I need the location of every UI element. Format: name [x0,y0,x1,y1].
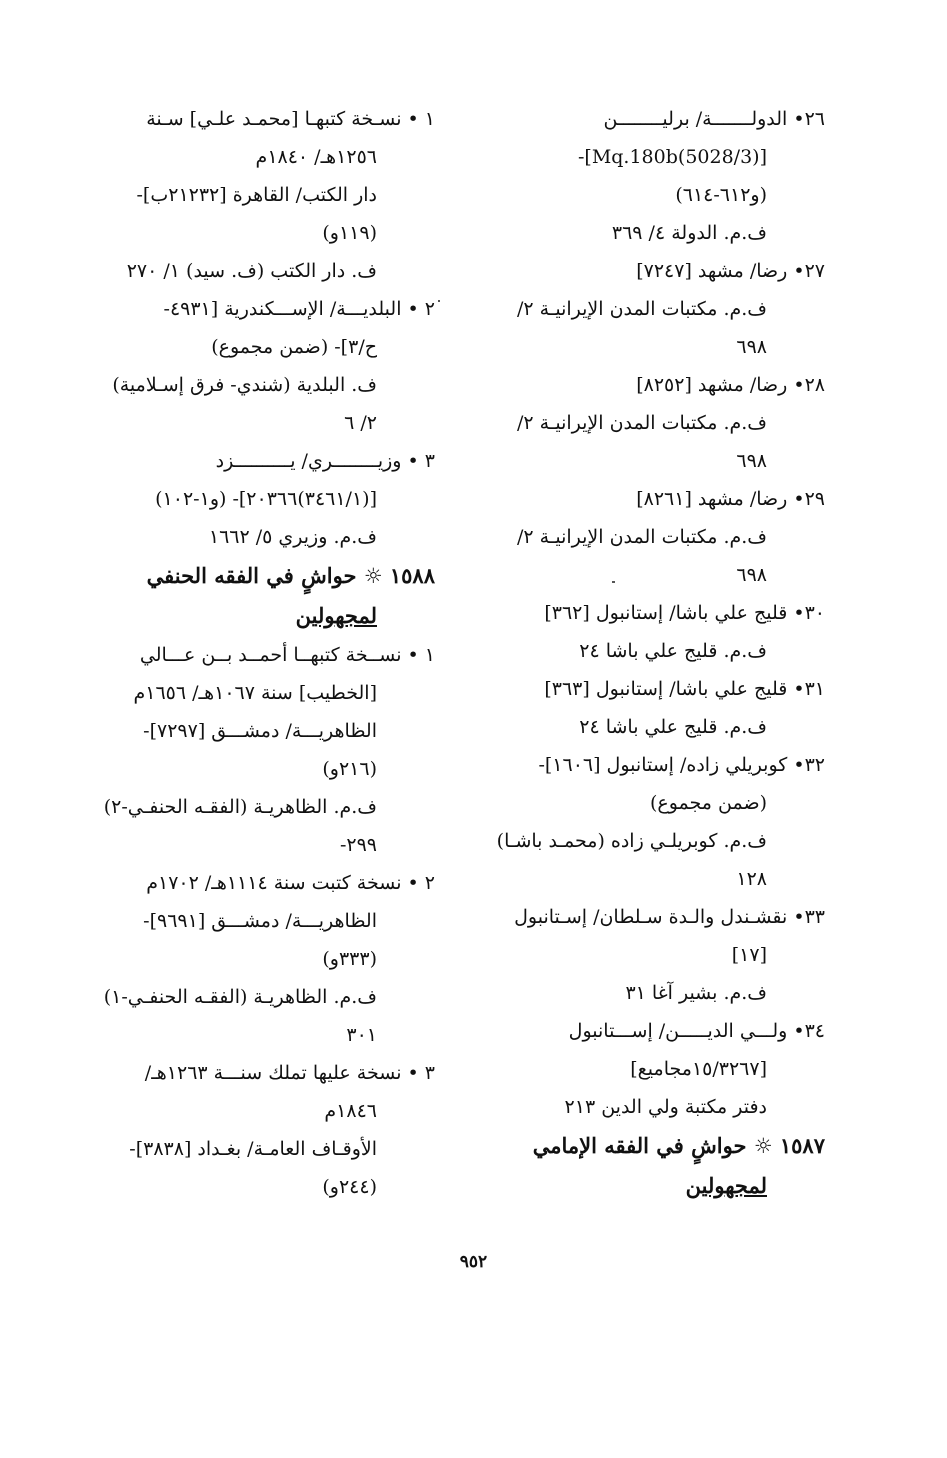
right-cont-line: ٦٩٨ [736,564,767,586]
left-entry-line: ٢ • نسخة كتبت سنة ١١١٤هـ/ ١٧٠٢م [146,872,435,894]
right-entry-line: ٣٣• نقشـندل والـدة سـلطان/ إسـتانبول [514,906,825,928]
left-cont-line: ح/٣]- (ضمن مجموع) [211,336,377,358]
left-cont-line: (٣٣٣و) [322,948,377,970]
left-cont-line: (٢٤٤و) [322,1176,377,1198]
left-cont-line: الأوقـاف العامـة/ بغـداد [٣٨٣٨]- [129,1138,377,1160]
right-cont-line: ف.م. الدولة ٤/ ٣٦٩ [611,222,767,244]
right-column [485,100,825,1206]
left-cont-line: [الخطيب] سنة ١٠٦٧هـ/ ١٦٥٦م [133,682,377,704]
right-cont-line: ٦٩٨ [736,336,767,358]
left-entry-line: ٣ • نسخة عليها تملك سنـــة ١٢٦٣هـ/ [144,1062,435,1084]
right-entry-line: ٣١• قليج علي باشا/ إستانبول [٣٦٣] [544,678,825,700]
page-number: ٩٥٢ [459,1252,488,1272]
left-cont-line: (٢١٦و) [322,758,377,780]
right-entry-line: ٢٦• الدولـــــــة/ برليــــــــن [603,108,825,130]
left-head-cont-line: لمجهولين [295,603,377,628]
right-cont-line: ف.م. قليج علي باشا ٢٤ [579,716,767,738]
right-entry-line: ٢٨• رضا/ مشهد [٨٢٥٢] [636,374,825,396]
right-cont-line: ف.م. مكتبات المدن الإيرانيـة ٢/ [516,526,767,548]
left-cont-line: (١١٩و) [322,222,377,244]
right-cont-line: ف.م. مكتبات المدن الإيرانيـة ٢/ [516,412,767,434]
left-cont-line: ف. البلدية (شندي- فرق إسـلامية) [112,374,377,396]
right-entry-line: ٣٢• كوبريلي زاده/ إستانبول [١٦٠٦]- [538,754,825,776]
right-cont-line: دفتر مكتبة ولي الدين ٢١٣ [564,1096,767,1118]
left-entry-line: ١ • نسـخة كتبهـا [محمـد علـي] سـنة [146,108,435,130]
right-cont-line: ف.م. بشير آغا ٣١ [625,982,767,1004]
right-head-cont-line: لمجهولين [685,1173,767,1198]
right-cont-line: ٦٩٨ [736,450,767,472]
left-cont-line: ١٢٥٦هـ/ ١٨٤٠م [255,146,377,168]
right-cont-line: [(5028/3)Mq.180b]- [577,146,767,168]
left-entry-line: ٣ • وزيــــــــري/ يــــــــــزد [215,450,435,472]
scan-speck [612,581,615,583]
left-cont-line: ١٨٤٦م [324,1100,377,1122]
scan-speck [438,300,440,302]
left-cont-line: [(٣٤٦١/١)٢٠٣٦٦]- (و١-١٠٢) [155,488,377,510]
left-cont-line: ٢٩٩- [339,834,377,856]
left-column [95,100,435,1206]
left-cont-line: ف.م. وزيري ٥/ ١٦٦٢ [208,526,377,548]
left-cont-line: ف. دار الكتب (ف. سيد) ١/ ٢٧٠ [126,260,377,282]
right-cont-line: [١٥/٣٢٦٧مجاميع] [630,1058,767,1080]
right-cont-line: ف.م. قليج علي باشا ٢٤ [579,640,767,662]
left-entry-line: ١ • نســخة كتبهــا أحمــد بــن عـــالي [139,644,435,666]
right-entry-line: ٣٤• ولـــي الديـــــن/ إســـتانبول [568,1020,825,1042]
right-cont-line: (و٦١٢-٦١٤) [675,184,767,206]
left-cont-line: دار الكتب/ القاهرة [٢١٢٣٢ب]- [136,184,377,206]
left-cont-line: ف.م. الظاهريـة (الفقـه الحنفـي-٢) [103,796,377,818]
left-cont-line: الظاهريـــة/ دمشـــق [٩٦٩١]- [143,910,377,932]
right-cont-line: ف.م. كوبريلـي زاده (محمـد باشـا) [496,830,767,852]
left-entry-line: ٢ • البلديـــة/ الإســـكندرية [٤٩٣١- [163,298,435,320]
left-cont-line: الظاهريـــة/ دمشـــق [٧٢٩٧]- [143,720,377,742]
right-entry-line: ٣٠• قليج علي باشا/ إستانبول [٣٦٢] [544,602,825,624]
right-entry-line: ٢٩• رضا/ مشهد [٨٢٦١] [636,488,825,510]
left-cont-line: ٣٠١ [346,1024,377,1046]
left-cont-line: ف.م. الظاهريـة (الفقـه الحنفـي-١) [103,986,377,1008]
left-head-line: ١٥٨٨ ☼ حواشٍ في الفقه الحنفي [146,563,435,588]
right-entry-line: ٢٧• رضا/ مشهد [٧٢٤٧] [636,260,825,282]
right-cont-line: (ضمن مجموع) [649,792,767,814]
right-head-line: ١٥٨٧ ☼ حواشٍ في الفقه الإمامي [532,1133,825,1158]
left-cont-line: ٢/ ٦ [344,412,377,434]
right-cont-line: [١٧] [731,944,767,966]
right-cont-line: ١٢٨ [736,868,767,890]
right-cont-line: ف.م. مكتبات المدن الإيرانيـة ٢/ [516,298,767,320]
